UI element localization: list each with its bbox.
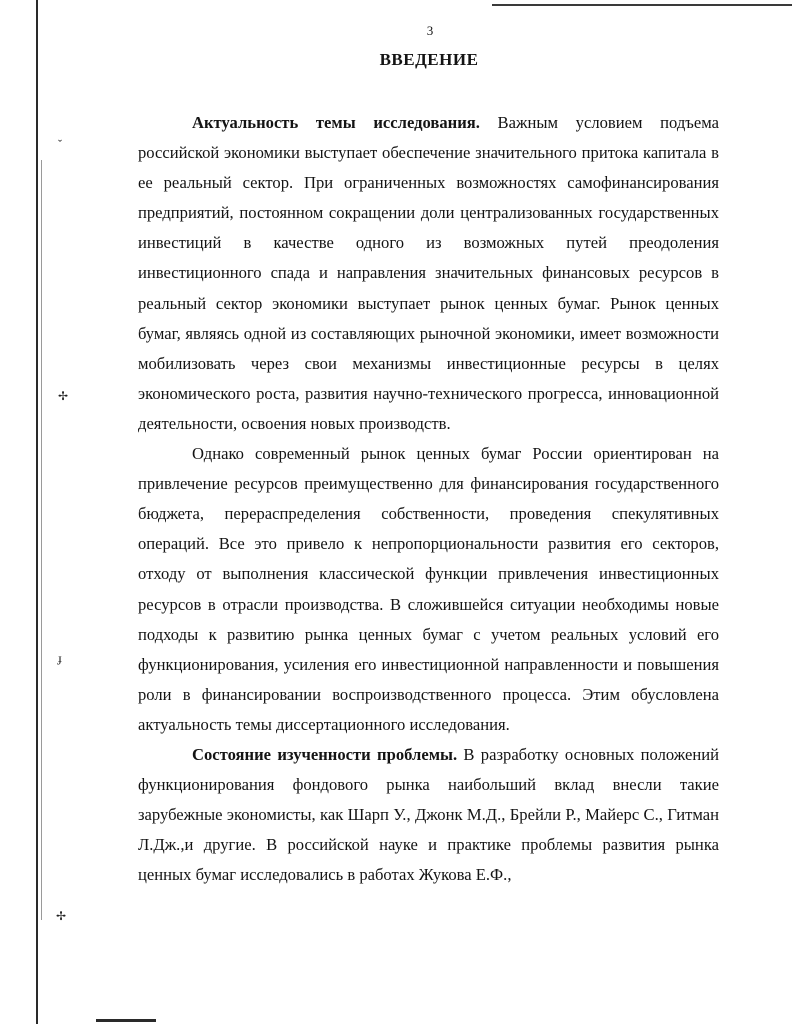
paragraph-state-of-research xyxy=(138,740,719,890)
scan-speck: ˇ xyxy=(58,137,62,151)
scan-speck: ɟ xyxy=(58,651,62,665)
page-title: ВВЕДЕНИЕ xyxy=(379,50,479,69)
scan-binding-edge xyxy=(36,0,38,1024)
paragraph-text: Однако современный рынок ценных бумаг России ориентирован на привлечение ресурсов преимущественно для финансирования государственного бюджета, перераспределения собственности, проведения спекулятивных операций. Все это привело к непропорциональности развития его секторов, отходу от выполнения классической функции привлечения инвестиционных ресурсов в отрасли производства. В сложившейся ситуации необходимы новые подходы к развитию рынка ценных бумаг с учетом реальных условий его функционирования, усиления его инвестиционной направленности и повышения роли в финансировании воспроизводственного процесса. Этим обусловлена актуальность темы диссертационного исследования. xyxy=(138,444,719,734)
paragraph-lead: Состояние изученности проблемы. xyxy=(192,744,458,764)
scan-bottom-rule xyxy=(96,1019,156,1022)
scan-speck: ✢ xyxy=(56,909,67,923)
scan-speck: ✢ xyxy=(58,389,69,403)
paragraph-text: Важным условием подъема российской экономики выступает обеспечение значительного притока капитала в ее реальный сектор. При ограниченных возможностях самофинансирования предприятий, постоянном сокращении доли централизованных государственных инвестиций в качестве одного из возможных путей преодоления инвестиционного спада и направления значительных финансовых ресурсов в реальный сектор экономики выступает рынок ценных бумаг. Рынок ценных бумаг, являясь одной из составляющих рыночной экономики, имеет возможности мобилизовать через свои механизмы инвестиционные ресурсы в целях экономического роста, развития научно-технического прогресса, инновационной деятельности, освоения новых производств. xyxy=(138,113,719,433)
scan-top-rule xyxy=(492,4,792,6)
paragraph-relevance xyxy=(138,108,719,439)
document-body xyxy=(138,108,719,890)
page-number: 3 xyxy=(426,23,434,38)
paragraph-market-orientation xyxy=(138,439,719,740)
paragraph-text: В разработку основных положений функционирования фондового рынка наибольший вклад внесли такие зарубежные экономисты, как Шарп У., Джонк М.Д., Брейли Р., Майерс С., Гитман Л.Дж.,и другие. В российской науке и практике проблемы развития рынка ценных бумаг исследовались в работах Жукова Е.Ф., xyxy=(138,744,719,885)
scan-binding-shadow xyxy=(41,160,42,920)
paragraph-lead: Актуальность темы исследования. xyxy=(192,113,480,132)
